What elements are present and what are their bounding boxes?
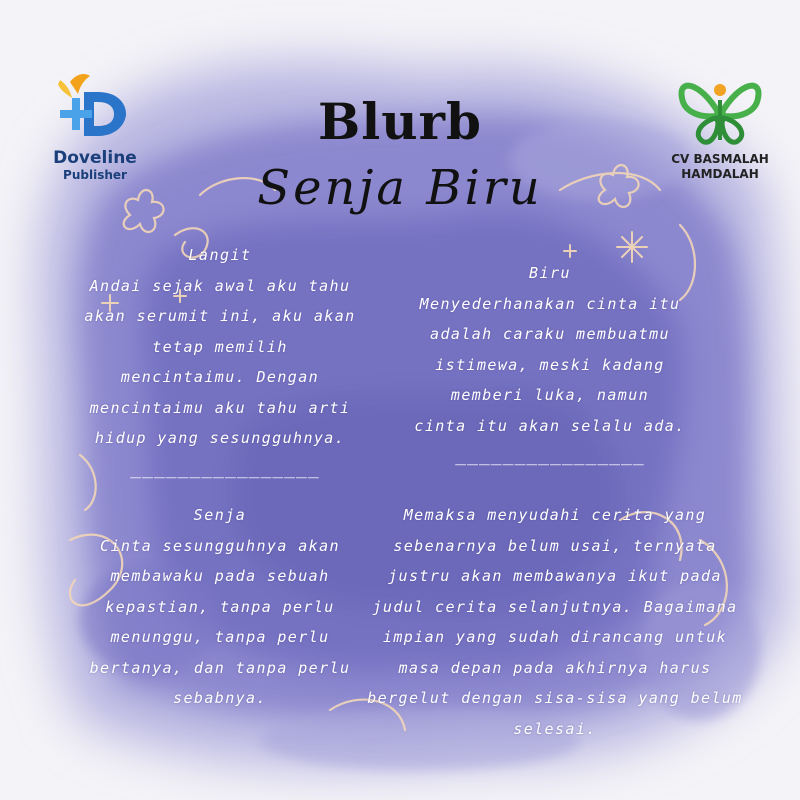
ending-line: bergelut dengan sisa-sisa yang belum	[367, 689, 743, 707]
senja-line: sebabnya.	[173, 689, 267, 707]
langit-line: Andai sejak awal aku tahu	[89, 276, 351, 295]
ending-line: judul cerita selanjutnya. Bagaimana	[372, 597, 738, 616]
book-title: Senja Biru	[257, 160, 543, 216]
biru-line: Menyederhanakan cinta itu	[419, 294, 681, 313]
ending-line: sebenarnya belum usai, ternyata	[393, 536, 717, 555]
langit-line: mencintaimu aku tahu arti	[89, 398, 351, 417]
langit-line: hidup yang sesungguhnya.	[94, 429, 346, 447]
biru-section	[380, 258, 720, 441]
langit-line: akan serumit ini, aku akan	[84, 307, 356, 325]
ending-line: justru akan membawanya ikut pada	[388, 567, 722, 585]
divider-left: ________________	[130, 458, 320, 479]
doveline-logo-sub: Publisher	[63, 168, 127, 182]
blurb-title: Blurb	[318, 92, 482, 151]
divider-right: ________________	[455, 445, 645, 466]
ending-line: Memaksa menyudahi cerita yang	[403, 506, 707, 524]
langit-line: tetap memilih	[152, 337, 288, 356]
biru-heading: Biru	[528, 264, 572, 282]
biru-line: cinta itu akan selalu ada.	[414, 416, 686, 435]
senja-line: Cinta sesungguhnya akan	[100, 536, 340, 555]
ending-section	[355, 500, 755, 744]
ending-line: masa depan pada akhirnya harus	[398, 658, 712, 677]
basmalah-logo-line2: HAMDALAH	[681, 167, 759, 181]
senja-line: kepastian, tanpa perlu	[105, 597, 335, 616]
langit-section	[60, 240, 380, 454]
langit-heading: Langit	[188, 246, 252, 264]
senja-line: membawaku pada sebuah	[110, 567, 330, 585]
senja-section	[60, 500, 380, 714]
senja-heading: Senja	[193, 506, 247, 524]
biru-line: adalah caraku membuatmu	[430, 325, 670, 343]
biru-line: memberi luka, namun	[450, 386, 650, 404]
senja-line: bertanya, dan tanpa perlu	[89, 658, 351, 677]
ending-line: selesai.	[513, 719, 597, 738]
langit-line: mencintaimu. Dengan	[120, 368, 320, 386]
basmalah-logo-line1: CV BASMALAH	[671, 152, 769, 166]
doveline-logo-name: Doveline	[53, 148, 137, 168]
ending-line: impian yang sudah dirancang untuk	[382, 628, 728, 646]
senja-line: menunggu, tanpa perlu	[110, 628, 330, 646]
biru-line: istimewa, meski kadang	[435, 355, 665, 374]
